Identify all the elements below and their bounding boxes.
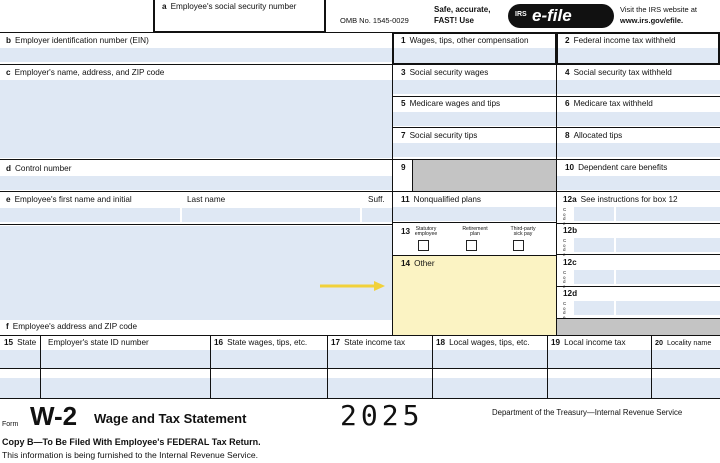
state-row2-field[interactable]	[0, 378, 720, 398]
box12a-code[interactable]	[574, 207, 614, 221]
box12d-code-letters: C o d e	[563, 301, 567, 320]
box7-field[interactable]	[393, 143, 556, 157]
retirement-label: Retirement plan	[462, 226, 488, 238]
visit-line2: www.irs.gov/efile.	[620, 16, 684, 25]
box13-label: 13	[401, 227, 411, 236]
state-id-label: Employer's state ID number	[48, 338, 149, 347]
box11-label: 11 Nonqualified plans	[401, 195, 482, 204]
box6-field[interactable]	[557, 112, 720, 126]
box12c-label: 12c	[563, 258, 577, 267]
box8-label: 8 Allocated tips	[565, 131, 623, 140]
box12c-amount[interactable]	[616, 270, 720, 284]
copy-b: Copy B—To Be Filed With Employee's FEDERAL Tax Return.	[2, 437, 261, 447]
employee-address-field[interactable]	[0, 226, 392, 320]
statutory-label: Statutory employee	[414, 226, 438, 238]
visit-line1: Visit the IRS website at	[620, 5, 697, 14]
form-name: W-2	[30, 401, 78, 431]
box3-field[interactable]	[393, 80, 556, 94]
box3-label: 3 Social security wages	[401, 68, 489, 77]
box10-field[interactable]	[557, 176, 720, 190]
box19-label: 19 Local income tax	[551, 338, 626, 347]
box14-label: 14 Other	[401, 259, 435, 268]
box12d-code[interactable]	[574, 301, 614, 315]
box6-label: 6 Medicare tax withheld	[565, 99, 653, 108]
box12a-amount[interactable]	[616, 207, 720, 221]
box-b-label: b Employer identification number (EIN)	[6, 36, 149, 45]
box10-label: 10 Dependent care benefits	[565, 163, 668, 172]
safe-line1: Safe, accurate,	[434, 5, 491, 14]
form-title: Wage and Tax Statement	[94, 411, 247, 426]
box5-label: 5 Medicare wages and tips	[401, 99, 501, 108]
first-name-field[interactable]	[0, 208, 180, 222]
box-c-label: c Employer's name, address, and ZIP code	[6, 68, 165, 77]
thirdparty-label: Third-party sick pay	[510, 226, 536, 238]
box15-label: 15 State	[4, 338, 37, 347]
box7-label: 7 Social security tips	[401, 131, 478, 140]
last-name-label: Last name	[187, 195, 226, 204]
statutory-checkbox[interactable]	[418, 240, 429, 251]
arrow-right-icon	[318, 279, 388, 293]
efile-logo: IRS e-file	[508, 4, 614, 28]
box20-label: 20 Locality name	[655, 338, 712, 347]
box12-gray	[557, 319, 720, 335]
omb-number: OMB No. 1545-0029	[340, 16, 409, 25]
state-row1-field[interactable]	[0, 350, 720, 368]
box11-field[interactable]	[393, 207, 556, 221]
box18-label: 18 Local wages, tips, etc.	[436, 338, 530, 347]
safe-line2: FAST! Use	[434, 16, 475, 25]
box12b-code[interactable]	[574, 238, 614, 252]
box9-gray	[413, 160, 556, 191]
box12d-amount[interactable]	[616, 301, 720, 315]
box12b-label: 12b	[563, 226, 578, 235]
box-a-label: a Employee's social security number	[162, 2, 297, 11]
box12b-code-letters: C o d e	[563, 238, 567, 257]
suffix-field[interactable]	[362, 208, 392, 222]
box4-label: 4 Social security tax withheld	[565, 68, 672, 77]
box17-label: 17 State income tax	[331, 338, 406, 347]
box12a-code-letters: C o d e	[563, 207, 567, 226]
tax-year: 2025	[340, 399, 424, 432]
box-e-label: e Employee's first name and initial	[6, 195, 132, 204]
last-name-field[interactable]	[182, 208, 360, 222]
control-number-field[interactable]	[0, 176, 392, 190]
box12b-amount[interactable]	[616, 238, 720, 252]
suffix-label: Suff.	[368, 195, 385, 204]
box5-field[interactable]	[393, 112, 556, 126]
box12c-code[interactable]	[574, 270, 614, 284]
box2-label: 2 Federal income tax withheld	[565, 36, 676, 45]
box-f-label: f Employee's address and ZIP code	[6, 322, 138, 331]
thirdparty-checkbox[interactable]	[513, 240, 524, 251]
box4-field[interactable]	[557, 80, 720, 94]
ein-field[interactable]	[0, 48, 392, 62]
employer-name-field[interactable]	[0, 80, 392, 158]
box16-label: 16 State wages, tips, etc.	[214, 338, 308, 347]
box12d-label: 12d	[563, 289, 578, 298]
box12c-code-letters: C o d e	[563, 270, 567, 289]
box12a-label: 12a See instructions for box 12	[563, 195, 678, 204]
box9-label: 9	[401, 163, 406, 172]
box-d-label: d Control number	[6, 164, 72, 173]
info-line: This information is being furnished to the Internal Revenue Service.	[2, 450, 259, 460]
box1-label: 1 Wages, tips, other compensation	[401, 36, 529, 45]
box8-field[interactable]	[557, 143, 720, 157]
department: Department of the Treasury—Internal Revenue Service	[492, 408, 683, 417]
retirement-checkbox[interactable]	[466, 240, 477, 251]
form-word: Form	[2, 421, 19, 428]
